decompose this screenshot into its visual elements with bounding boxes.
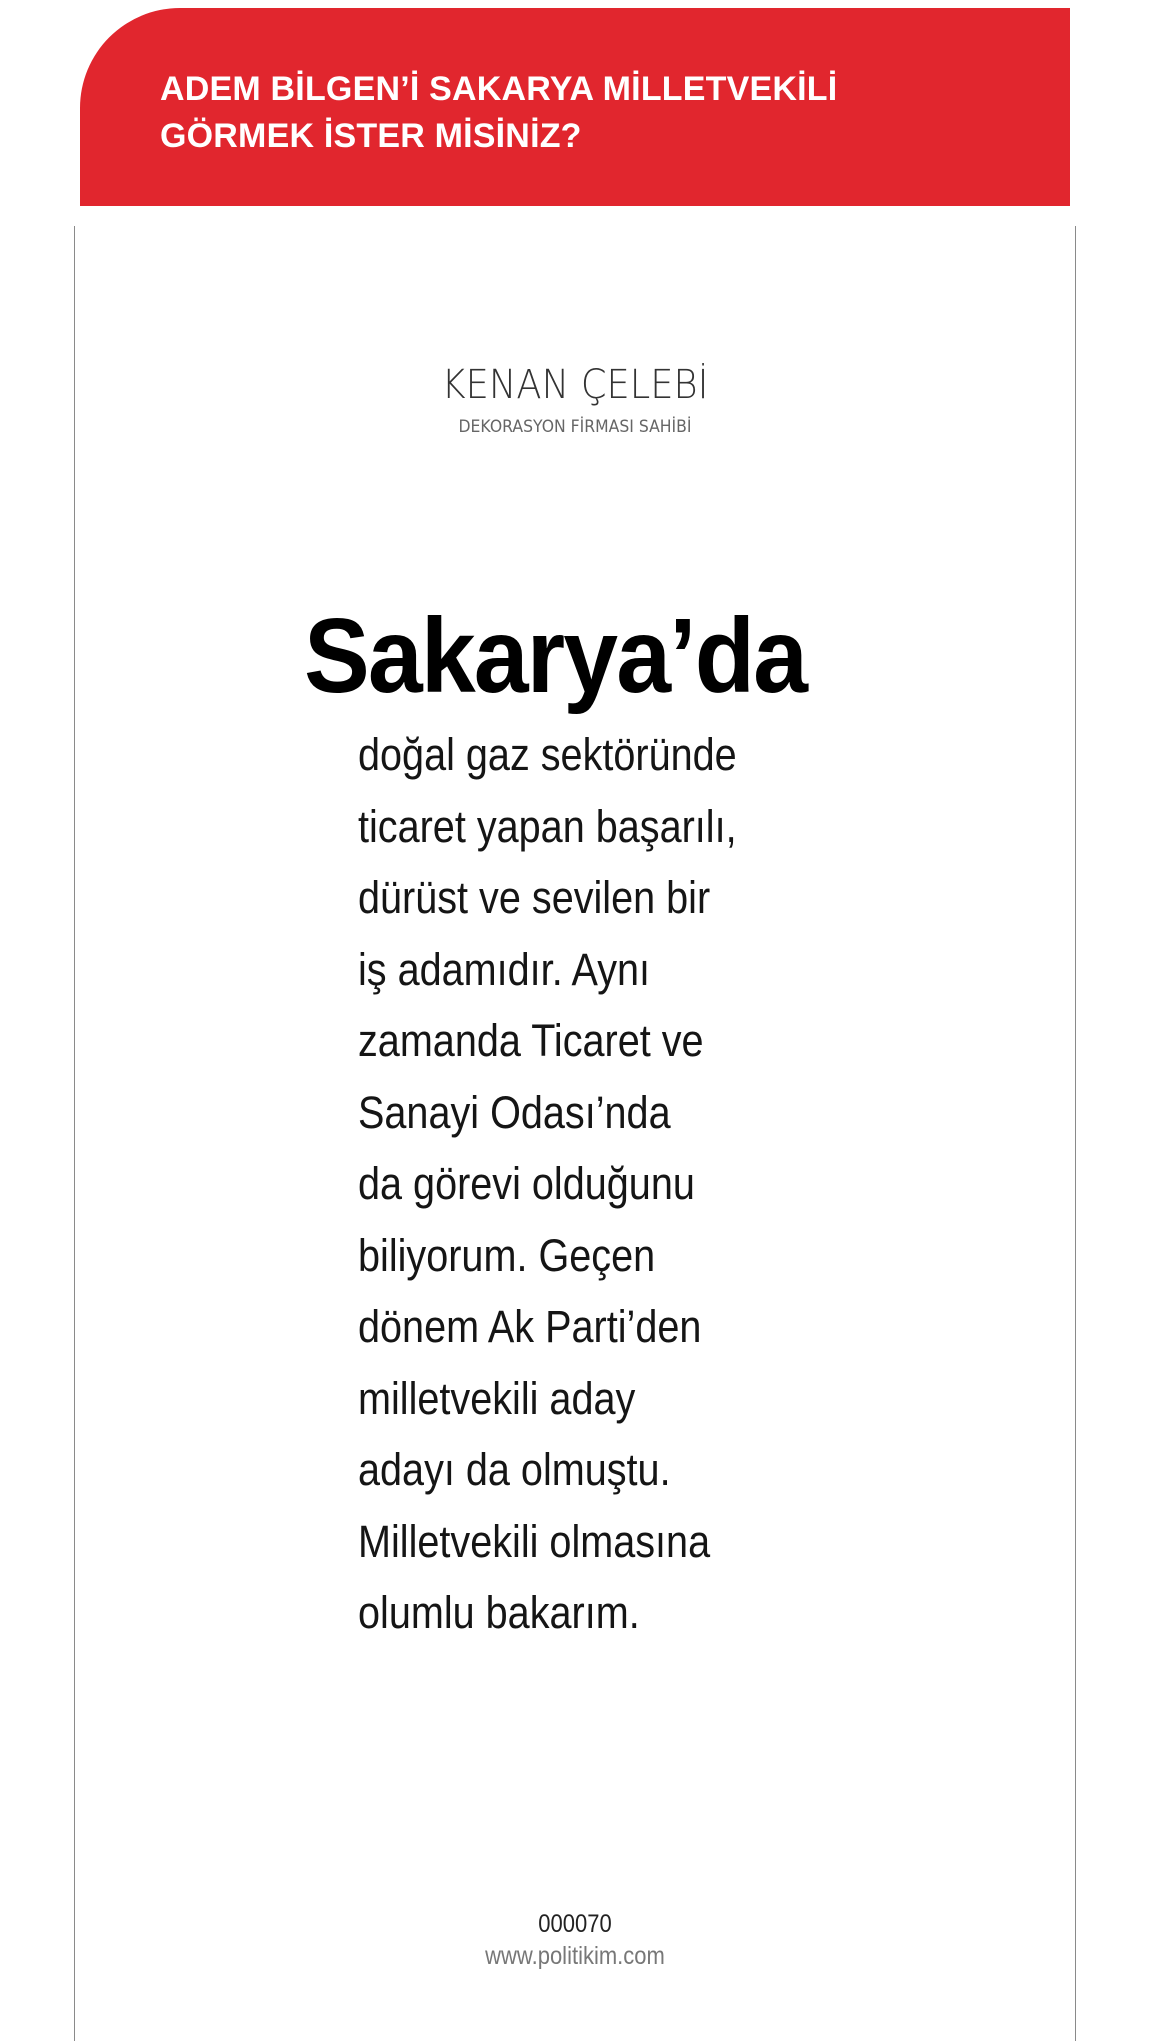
banner-title-line: GÖRMEK İSTER MİSİNİZ? [160, 117, 582, 155]
quote-line: dürüst ve sevilen bir [358, 872, 711, 923]
author-title: DEKORASYON FİRMASI SAHİBİ [458, 417, 692, 437]
quote-line: biliyorum. Geçen [358, 1229, 656, 1281]
quote-line: adayı da olmuştu. [358, 1444, 671, 1495]
quote-line: Sanayi Odası’nda [358, 1086, 671, 1138]
quote-line: olumlu bakarım. [358, 1587, 640, 1638]
quote-body [358, 719, 816, 1649]
right-border-line [1075, 226, 1076, 2041]
quote-line: milletvekili aday [358, 1372, 636, 1424]
header-banner [80, 8, 1070, 206]
left-border-line [74, 226, 75, 2041]
quote-line: dönem Ak Parti’den [358, 1301, 702, 1352]
document-code: 000070 [538, 1910, 612, 1938]
quote-line: ticaret yapan başarılı, [358, 800, 737, 852]
quote-line: doğal gaz sektöründe [358, 729, 737, 780]
author-name: KENAN ÇELEBİ [441, 362, 709, 408]
author-block [0, 360, 1150, 438]
footer [0, 1908, 1150, 1972]
banner-title [160, 66, 1070, 160]
banner-title-line: ADEM BİLGEN’İ SAKARYA MİLLETVEKİLİ [160, 70, 838, 108]
quote-line: zamanda Ticaret ve [358, 1015, 704, 1066]
website-url: www.politikim.com [485, 1942, 665, 1970]
quote-line: Milletvekili olmasına [358, 1515, 711, 1567]
quote-headline: Sakarya’da [303, 597, 807, 715]
quote-line: da görevi olduğunu [358, 1158, 695, 1209]
quote-line: iş adamıdır. Aynı [358, 943, 651, 995]
